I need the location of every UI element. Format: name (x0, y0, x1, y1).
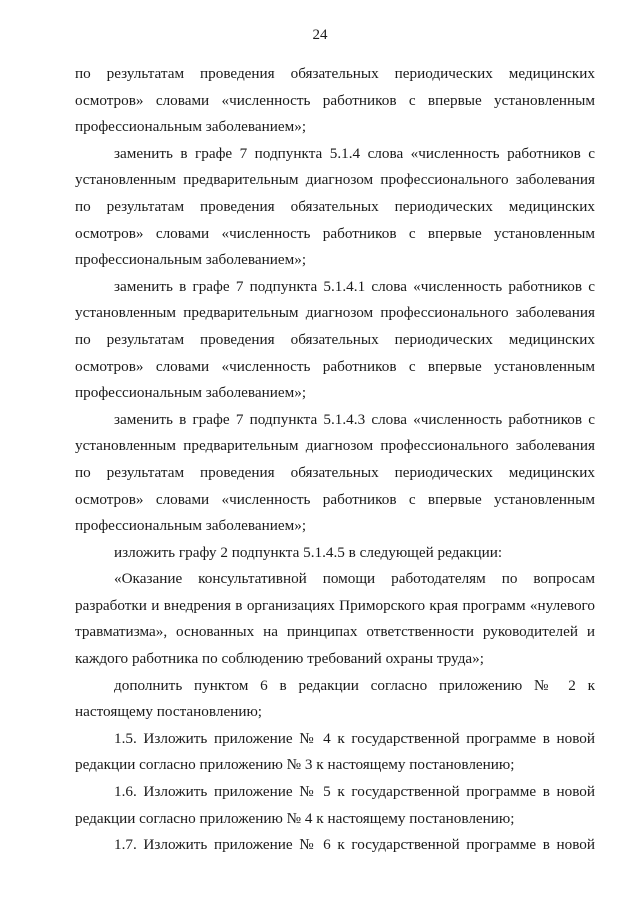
paragraph-4: заменить в графе 7 подпункта 5.1.4.3 слова «численность работников с установленным предварительным диагнозом профессионального заболевания по результатам проведения обязательных периодических медицинских осмотров» словами «численность работников с впервые установленным профессиональным заболеванием»; (75, 410, 595, 535)
paragraph-7: дополнить пунктом 6 в редакции согласно приложению № 2 к настоящему постановлению; (75, 676, 595, 721)
paragraph-3: заменить в графе 7 подпункта 5.1.4.1 слова «численность работников с установленным предварительным диагнозом профессионального заболевания по результатам проведения обязательных периодических медицинских осмотров» словами «численность работников с впервые установленным профессиональным заболеванием»; (75, 277, 595, 402)
paragraph-5: изложить графу 2 подпункта 5.1.4.5 в следующей редакции: (114, 543, 503, 561)
paragraph-1: по результатам проведения обязательных периодических медицинских осмотров» словами «численность работников с впервые установленным профессиональным заболеванием»; (75, 65, 595, 136)
paragraph-2: заменить в графе 7 подпункта 5.1.4 слова «численность работников с установленным предварительным диагнозом профессионального заболевания по результатам проведения обязательных периодических медицинских осмотров» словами «численность работников с впервые установленным профессиональным заболеванием»; (75, 144, 595, 269)
paragraph-6: «Оказание консультативной помощи работодателям по вопросам разработки и внедрения в организациях Приморского края программ «нулевого травматизма», основанных на принципах ответственности руководителей и каждого работника по соблюдению требований охраны труда»; (75, 570, 595, 668)
paragraph-8: 1.5. Изложить приложение № 4 к государственной программе в новой редакции согласно приложению № 3 к настоящему постановлению; (75, 729, 595, 774)
page-number: 24 (312, 27, 328, 43)
document-body (75, 61, 595, 859)
paragraph-10: 1.7. Изложить приложение № 6 к государственной программе в новой (114, 836, 595, 854)
paragraph-9: 1.6. Изложить приложение № 5 к государственной программе в новой редакции согласно приложению № 4 к настоящему постановлению; (75, 783, 595, 827)
